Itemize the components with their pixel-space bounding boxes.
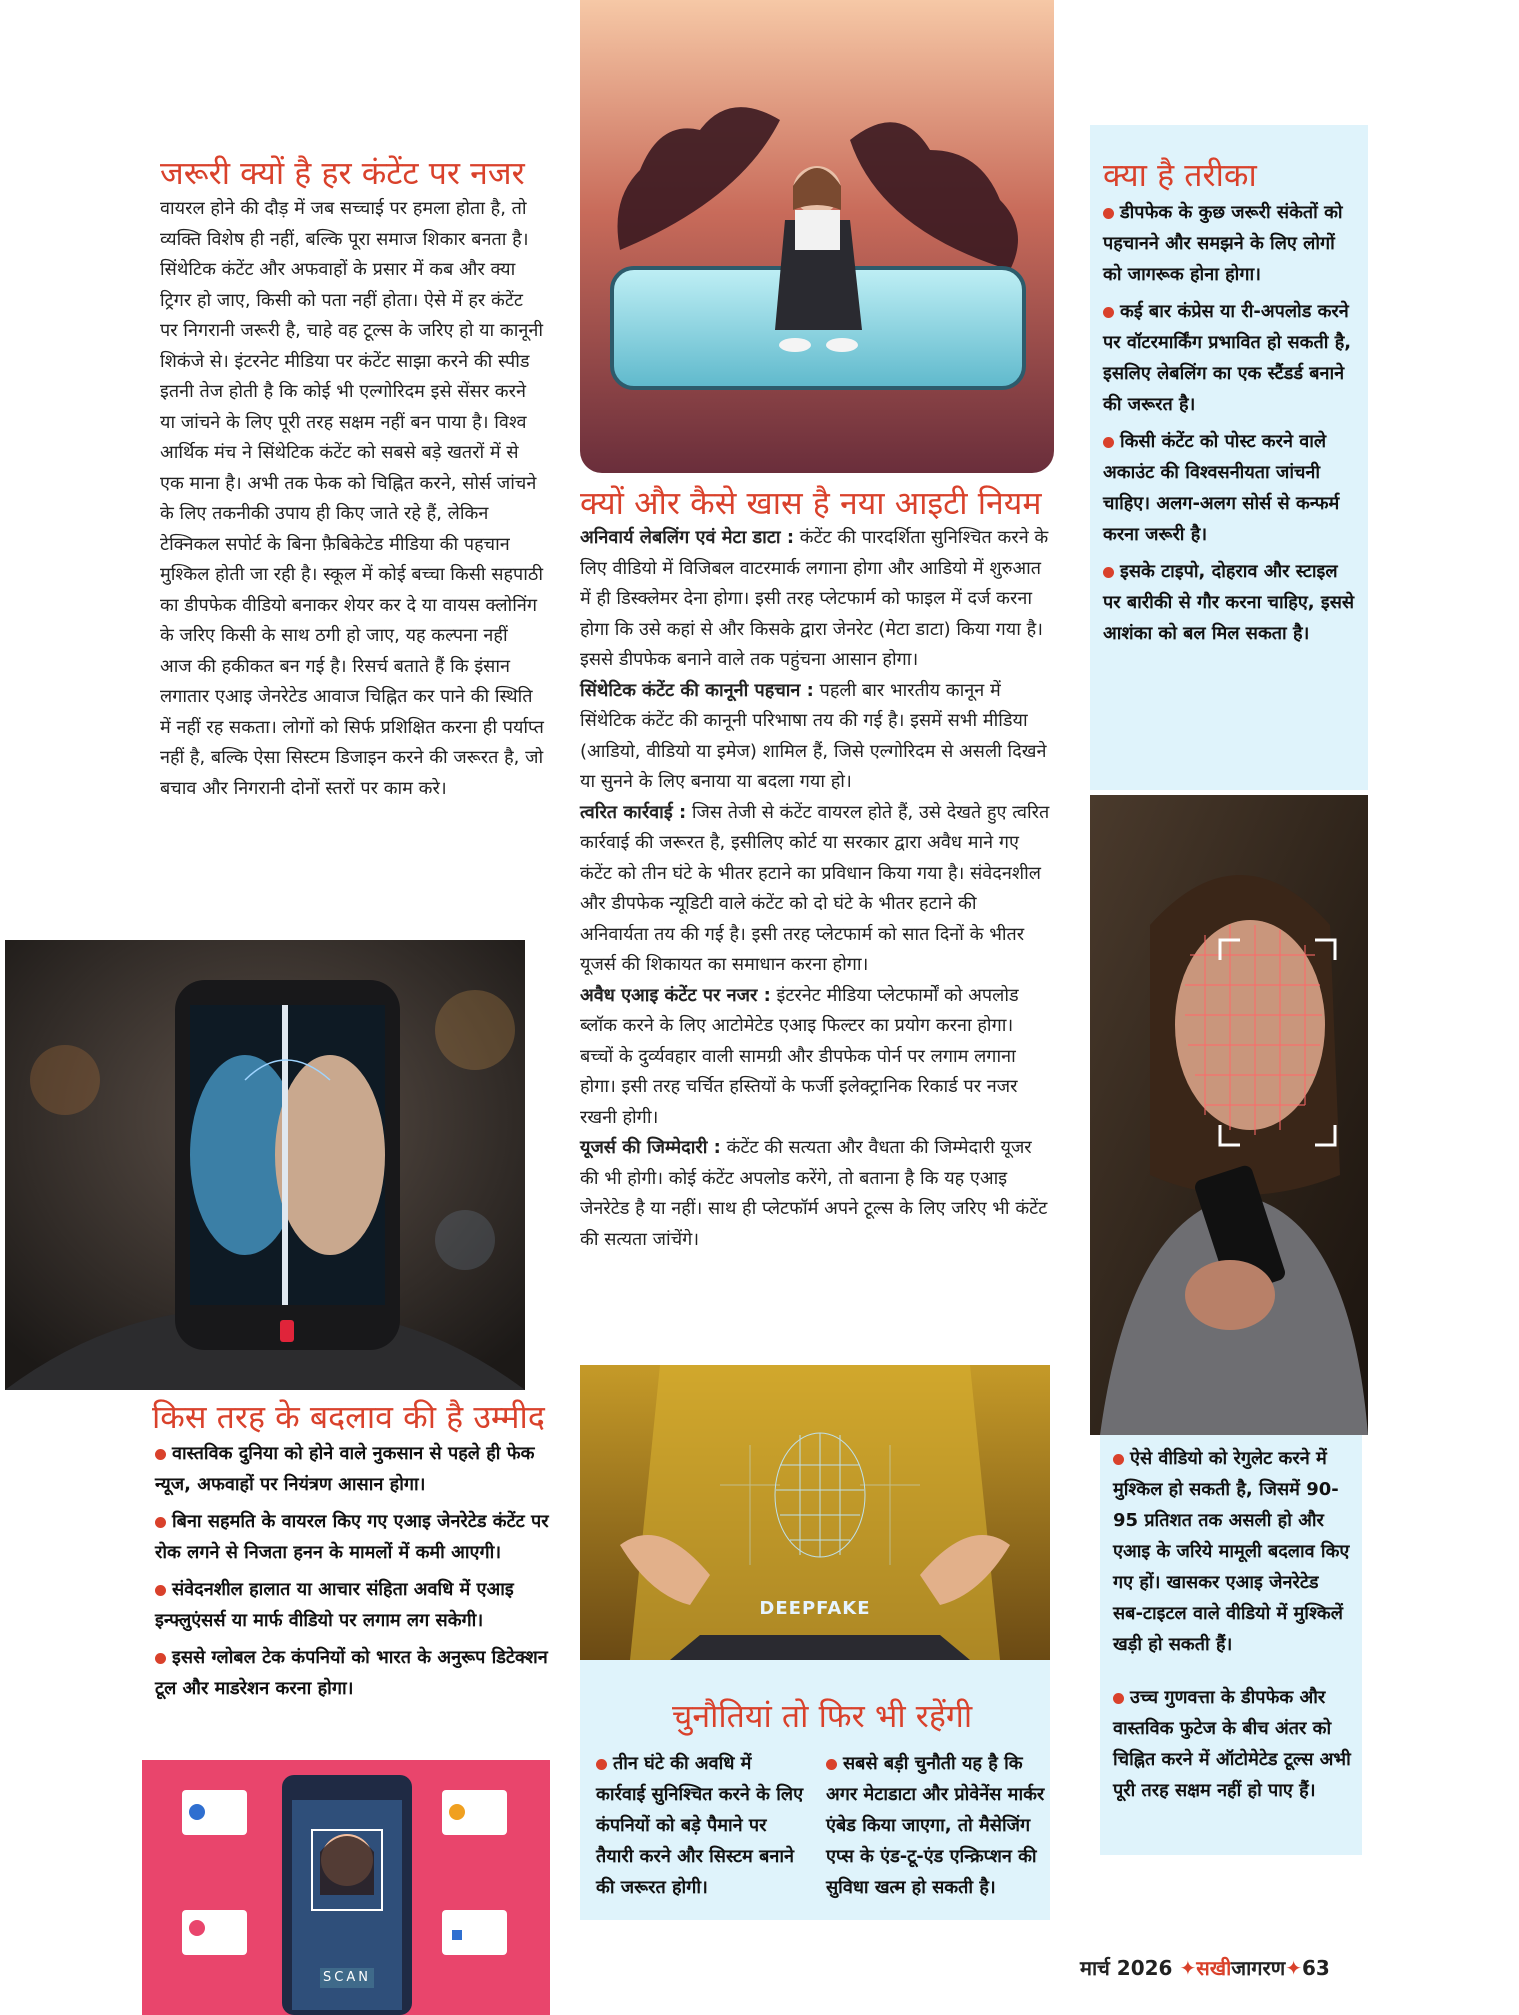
image-deepfake-head [580,1365,1050,1660]
heading-expected-changes: किस तरह के बदलाव की है उम्मीद [152,1398,545,1436]
challenges-col-1: तीन घंटे की अवधि में कार्रवाई सुनिश्चित करने के लिए कंपनियों को बड़े पैमाने पर तैयारी करने और सिस्टम बनाने की जरूरत होगी। [596,1753,804,1898]
bullet-dot-icon [1103,307,1114,318]
footer-brand-a: सखी [1196,1956,1232,1980]
bullet-dot-icon [155,1653,166,1664]
rule-lead: त्वरित कार्रवाई : [580,801,687,823]
heading-challenges: चुनौतियां तो फिर भी रहेंगी [672,1697,973,1735]
star-icon: ✦ [1179,1956,1197,1980]
bullet-dot-icon [826,1759,837,1770]
right-notes-list [1113,1443,1353,1812]
rule-text: कंटेंट की पारदर्शिता सुनिश्चित करने के लिए वीडियो में विजिबल वाटरमार्क लगाना होगा और आडियो में शुरुआत में ही डिस्क्लेमर देना होगा। इसी तरह प्लेटफार्म को फाइल में दर्ज करना होगा कि उसे कहां से और किसके द्वारा जेनरेट (मेटा डाटा) किया गया है। इससे डीपफेक बनाने वाले तक पहुंचना आसान होगा। [580,527,1049,670]
rule-text: जिस तेजी से कंटेंट वायरल होते हैं, उसे देखते हुए त्वरित कार्रवाई की जरूरत है, इसीलिए कोर्ट या सरकार द्वारा अवैध माने गए कंटेंट को तीन घंटे के भीतर हटाने का प्रविधान किया गया है। संवेदनशील और डीपफेक न्यूडिटी वाले कंटेंट को दो घंटे के भीतर हटाने की अनिवार्यता तय की गई है। इसी तरह प्लेटफार्म को सात दिनों के भीतर यूजर्स की शिकायत का समाधान करना होगा। [580,801,1050,975]
rule-lead: अनिवार्य लेबलिंग एवं मेटा डाटा : [580,527,795,548]
bullet-dot-icon [596,1759,607,1770]
method-item: इसके टाइपो, दोहराव और स्टाइल पर बारीकी से गौर करना चाहिए, इससे आशंका को बल मिल सकता है। [1103,561,1355,644]
bullet-dot-icon [1113,1693,1124,1704]
bullet-dot-icon [1113,1454,1124,1465]
method-item: डीपफेक के कुछ जरूरी संकेतों को पहचानने और समझने के लिए लोगों को जागरूक होना होगा। [1103,202,1343,285]
page-footer [1080,1954,1330,1981]
footer-month: मार्च 2026 [1080,1956,1173,1980]
scan-label: SCAN [320,1968,374,1988]
bullet-dot-icon [155,1449,166,1460]
bullet-dot-icon [155,1585,166,1596]
method-list [1103,197,1358,655]
heading-method: क्या है तरीका [1103,156,1257,194]
bullet-dot-icon [1103,437,1114,448]
bullet-dot-icon [155,1517,166,1528]
changes-item: बिना सहमति के वायरल किए गए एआइ जेनरेटेड कंटेंट पर रोक लगने से निजता हनन के मामलों में कमी आएगी। [155,1511,549,1563]
rule-para-labeling [580,523,1050,676]
image-woman-face-scan [1090,795,1368,1435]
deepfake-label: DEEPFAKE [759,1598,871,1619]
rule-para-users [580,1133,1050,1255]
challenges-col-2: सबसे बड़ी चुनौती यह है कि अगर मेटाडाटा और प्रोवेनेंस मार्कर एंबेड किया जाएगा, तो मैसेजिंग एप्स के एंड-टू-एंड एन्क्रिप्शन की सुविधा खत्म हो सकती है। [826,1753,1045,1898]
star-icon: ✦ [1285,1956,1302,1980]
bullet-dot-icon [1103,208,1114,219]
method-item: किसी कंटेंट को पोस्ट करने वाले अकाउंट की विश्वसनीयता जांचनी चाहिए। अलग-अलग सोर्स से कन्फर्म करना जरूरी है। [1103,431,1340,545]
body-why-monitor: वायरल होने की दौड़ में जब सच्चाई पर हमला होता है, तो व्यक्ति विशेष ही नहीं, बल्कि पूरा समाज शिकार बनता है। सिंथेटिक कंटेंट और अफवाहों के प्रसार में कब और क्या ट्रिगर हो जाए, किसी को पता नहीं होता। ऐसे में हर कंटेंट पर निगरानी जरूरी है, चाहे वह टूल्स के जरिए हो या कानूनी शिकंजे से। इंटरनेट मीडिया पर कंटेंट साझा करने की स्पीड इतनी तेज होती है कि कोई भी एल्गोरिदम इसे सेंसर करने या जांचने के लिए पूरी तरह सक्षम नहीं बन पाया है। विश्व आर्थिक मंच ने सिंथेटिक कंटेंट को सबसे बड़े खतरों में से एक माना है। अभी तक फेक को चिह्नित करने, सोर्स जांचने के लिए तकनीकी उपाय ही किए जाते रहे हैं, लेकिन टेक्निकल सपोर्ट के बिना फ़ैबिकेटेड मीडिया की पहचान मुश्किल होती जा रही है। स्कूल में कोई बच्चा किसी सहपाठी का डीपफेक वीडियो बनाकर शेयर कर दे या वायस क्लोनिंग के जरिए किसी के साथ ठगी हो जाए, यह कल्पना नहीं आज की हकीकत बन गई है। रिसर्च बताते हैं कि इंसान लगातार एआइ जेनरेटेड आवाज चिह्नित कर पाने की स्थिति में नहीं रह सकता। लोगों को सिर्फ प्रशिक्षित करना ही पर्याप्त नहीं है, बल्कि ऐसा सिस्टम डिजाइन करने की जरूरत है, जो बचाव और निगरानी दोनों स्तरों पर काम करे। [160,198,544,799]
rule-para-synthetic [580,676,1050,798]
rule-lead: सिंथेटिक कंटेंट की कानूनी पहचान : [580,679,814,701]
bullet-dot-icon [1103,567,1114,578]
hero-image-girl-phone [580,0,1054,473]
rule-para-action [580,798,1050,981]
image-scan-illustration [142,1760,550,2015]
heading-it-rule: क्यों और कैसे खास है नया आइटी नियम [580,484,1042,522]
rule-lead: यूजर्स की जिम्मेदारी : [580,1137,721,1158]
footer-page-number: 63 [1301,1956,1330,1980]
rule-para-illegal-ai [580,981,1050,1134]
right-note-item: ऐसे वीडियो को रेगुलेट करने में मुश्किल हो सकती है, जिसमें 90-95 प्रतिशत तक असली हो और एआइ के जरिये मामूली बदलाव किए गए हों। खासकर एआइ जेनरेटेड सब-टाइटल वाले वीडियो में मुश्किलें खड़ी हो सकती हैं। [1113,1448,1350,1655]
right-note-item: उच्च गुणवत्ता के डीपफेक और वास्तविक फुटेज के बीच अंतर को चिह्नित करने में ऑटोमेटेड टूल्स अभी पूरी तरह सक्षम नहीं हो पाए हैं। [1113,1687,1351,1801]
rule-text: पहली बार भारतीय कानून में सिंथेटिक कंटेंट की कानूनी परिभाषा तय की गई है। इसमें सभी मीडिया (आडियो, वीडियो या इमेज) शामिल हैं, जिसे एल्गोरिदम से असली दिखने या सुनने के लिए बनाया या बदला गया हो। [580,679,1047,792]
method-item: कई बार कंप्रेस या री-अपलोड करने पर वॉटरमार्किंग प्रभावित हो सकती है, इसलिए लेबलिंग का एक स्टैंडर्ड बनाने की जरूरत है। [1103,301,1352,415]
changes-item: इससे ग्लोबल टेक कंपनियों को भारत के अनुरूप डिटेक्शन टूल और माडरेशन करना होगा। [155,1647,548,1699]
rule-text: इंटरनेट मीडिया प्लेटफार्मों को अपलोड ब्लॉक करने के लिए आटोमेटेड एआइ फिल्टर का प्रयोग करना होगा। बच्चों के दुर्व्यवहार वाली सामग्री और डीपफेक पोर्न पर लगाम लगाना होगा। इसी तरह चर्चित हस्तियों के फर्जी इलेक्ट्रानिक रिकार्ड पर नजर रखनी होगी। [580,984,1019,1128]
changes-item: वास्तविक दुनिया को होने वाले नुकसान से पहले ही फेक न्यूज, अफवाहों पर नियंत्रण आसान होगा। [155,1443,535,1495]
rule-lead: अवैध एआइ कंटेंट पर नजर : [580,984,771,1006]
footer-brand-b: जागरण [1231,1956,1286,1980]
rule-text: कंटेंट की सत्यता और वैधता की जिम्मेदारी यूजर की भी होगी। कोई कंटेंट अपलोड करेंगे, तो बताना है कि यह एआइ जेनरेटेड है या नहीं। साथ ही प्लेटफॉर्म अपने टूल्स के लिए जरिए भी कंटेंट की सत्यता जांचेंगे। [580,1137,1048,1250]
image-phone-split-face [5,940,525,1390]
changes-list [155,1438,550,1710]
it-rule-paragraphs [580,523,1050,1255]
heading-why-monitor: जरूरी क्यों है हर कंटेंट पर नजर [160,154,525,192]
changes-item: संवेदनशील हालात या आचार संहिता अवधि में एआइ इन्फ्लुएंसर्स या मार्फ वीडियो पर लगाम लग सकेगी। [155,1579,514,1631]
